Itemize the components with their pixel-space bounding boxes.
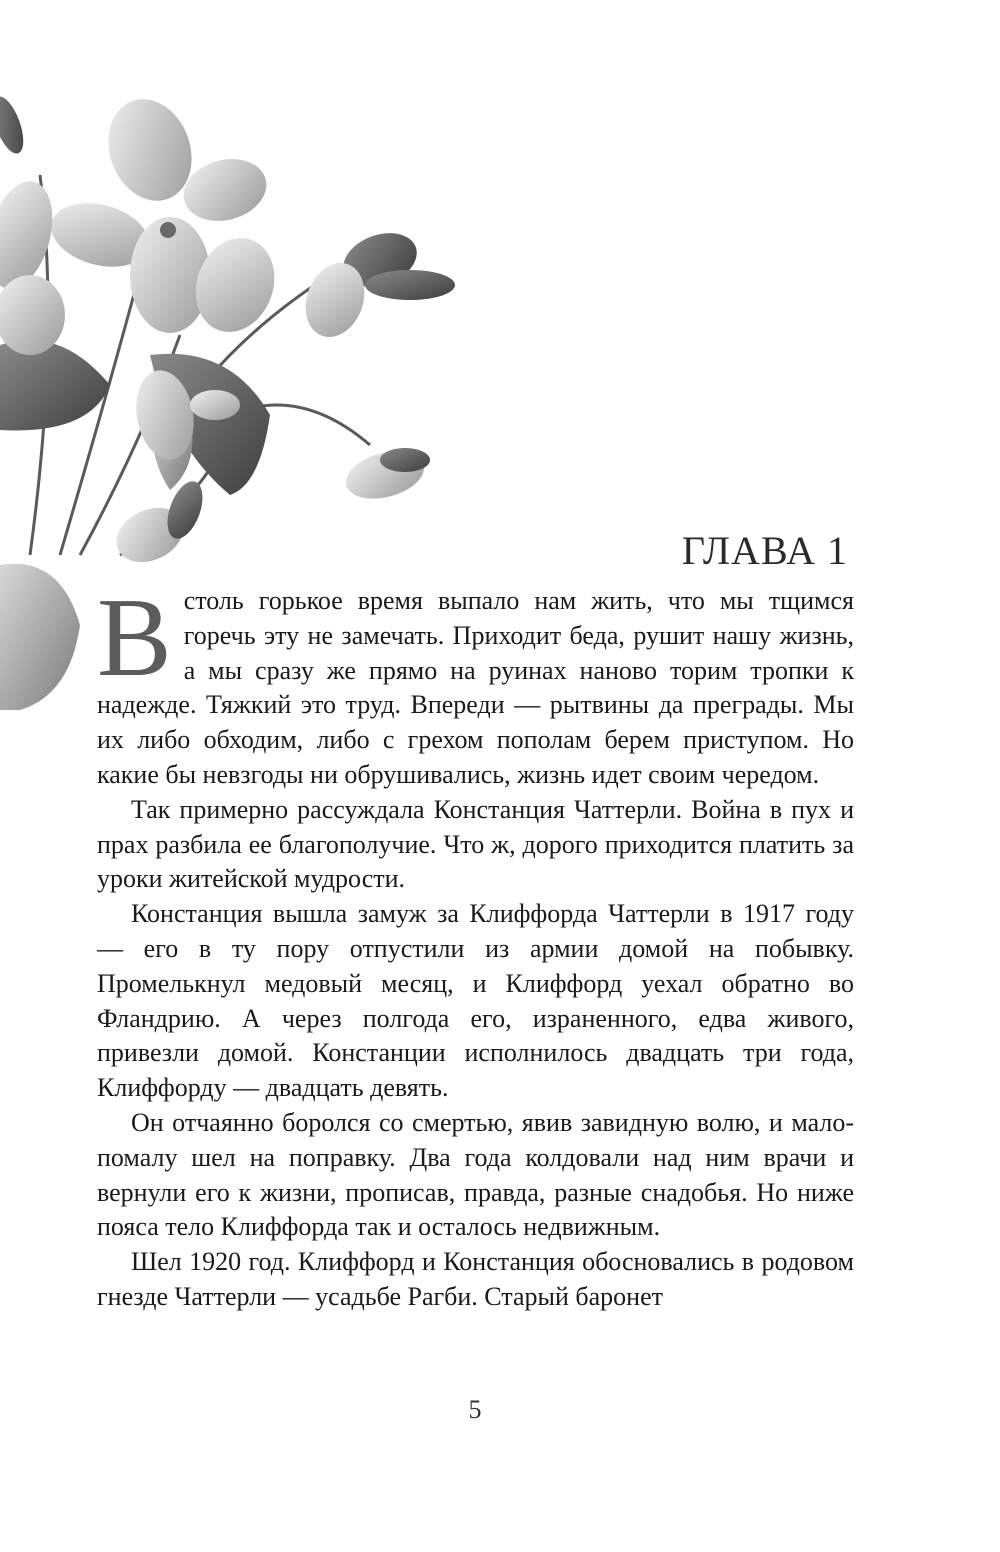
paragraph-1-text: столь горькое время выпало нам жить, что мы тщимся горечь эту не замечать. Приходит беда, рушит нашу жизнь, а мы сразу же прямо на руинах наново торим тропки к надежде. Тяжкий это труд. Впереди — рытвины да преграды. Мы их либо обходим, либо с грехом пополам берем приступом. Но какие бы невзгоды ни обрушивались, жизнь идет своим чередом. — [97, 586, 854, 789]
drop-cap: В — [97, 576, 172, 700]
paragraph-5: Шел 1920 год. Клиффорд и Констанция обосновались в родовом гнезде Чаттерли — усадьбе Рагби. Старый баронет — [97, 1247, 854, 1311]
paragraph-1 — [97, 576, 854, 793]
chapter-title: ГЛАВА 1 — [681, 527, 848, 573]
paragraph-3: Констанция вышла замуж за Клиффорда Чаттерли в 1917 году — его в ту пору отпустили из армии домой на побывку. Промелькнул медовый месяц, и Клиффорд уехал обратно во Фландрию. А через полгода его, израненного, едва живого, привезли домой. Констанции исполнилось двадцать три года, Клиффорду — двадцать девять. — [97, 899, 854, 1103]
paragraph-4: Он отчаянно боролся со смертью, явив завидную волю, и мало-помалу шел на поправку. Два года колдовали над ним врачи и вернули его к жизни, прописав, правда, разные снадобья. Но ниже пояса тело Клиффорда так и осталось недвижным. — [97, 1107, 854, 1242]
page-number: 5 — [468, 1395, 482, 1424]
chapter-body — [97, 576, 854, 1315]
paragraph-2: Так примерно рассуждала Констанция Чаттерли. Война в пух и прах разбила ее благополучие. Что ж, дорого приходится платить за уроки житейской мудрости. — [97, 794, 854, 894]
